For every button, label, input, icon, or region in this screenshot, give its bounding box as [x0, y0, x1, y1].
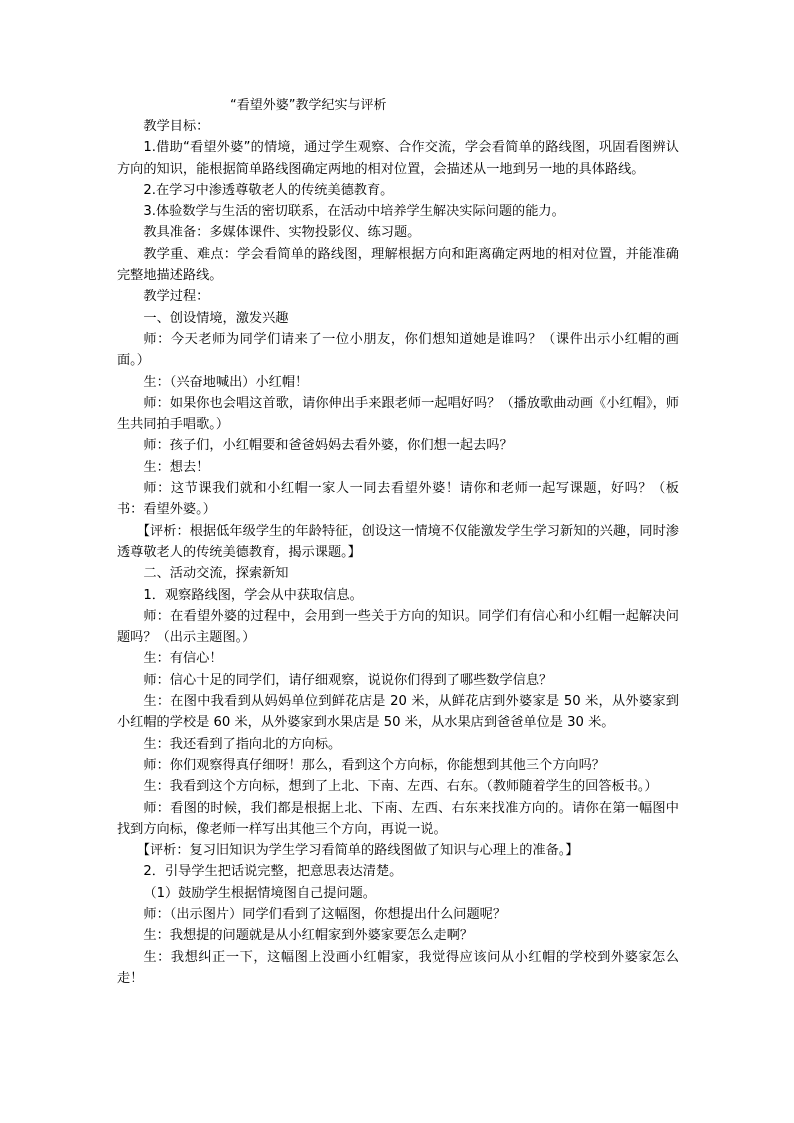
key-points: 教学重、难点：学会看简单的路线图，理解根据方向和距离确定两地的相对位置，并能准确完整地描述路线。	[117, 246, 679, 284]
document-body	[117, 116, 679, 989]
dialogue-line: 生：有信心！	[143, 651, 223, 667]
dialogue-line: 师：今天老师为同学们请来了一位小朋友，你们想知道她是谁吗？（课件出示小红帽的画面。）	[117, 331, 679, 369]
document-page	[117, 96, 679, 989]
section-heading-process: 教学过程：	[143, 289, 210, 305]
dialogue-line: 生：（兴奋地喊出）小红帽！	[143, 374, 309, 390]
section-heading-objectives: 教学目标：	[143, 119, 210, 134]
part-heading-2: 二、活动交流，探索新知	[143, 566, 289, 582]
dialogue-line: 师：在看望外婆的过程中，会用到一些关于方向的知识。同学们有信心和小红帽一起解决问题吗？（出示主题图。）	[117, 608, 679, 646]
objective-item-2: 2.在学习中渗透尊敬老人的传统美德教育。	[143, 182, 394, 198]
objective-item-3: 3.体验数学与生活的密切联系，在活动中培养学生解决实际问题的能力。	[143, 204, 565, 220]
commentary-1: 【评析：根据低年级学生的年龄特征，创设这一情境不仅能激发学生学习新知的兴趣，同时渗透尊敬老人的传统美德教育，揭示课题。】	[117, 523, 679, 560]
dialogue-line: 生：想去！	[143, 459, 210, 475]
dialogue-line: 生：我看到这个方向标，想到了上北、下南、左西、右东。（教师随着学生的回答板书。）	[143, 779, 658, 795]
dialogue-line: 生：我想提的问题就是从小红帽家到外婆家要怎么走啊？	[143, 928, 474, 944]
dialogue-line: 生：我想纠正一下，这幅图上没画小红帽家，我觉得应该问从小红帽的学校到外婆家怎么走！	[117, 949, 679, 986]
dialogue-line: 师：如果你也会唱这首歌，请你伸出手来跟老师一起唱好吗？（播放歌曲动画《小红帽》，师生共同拍手唱歌。）	[117, 395, 679, 433]
objective-item-1: 1.借助“看望外婆”的情境，通过学生观察、合作交流，学会看简单的路线图，巩固看图辨认方向的知识，能根据简单路线图确定两地的相对位置，会描述从一地到另一地的具体路线。	[117, 140, 679, 177]
sub-step-heading-1: （1）鼓励学生根据情境图自己提问题。	[143, 885, 376, 901]
document-title: “看望外婆”教学纪实与评析	[230, 98, 387, 113]
dialogue-line: 师：这节课我们就和小红帽一家人一同去看望外婆！请你和老师一起写课题，好吗？（板书：看望外婆。）	[117, 481, 679, 518]
dialogue-line: 师：孩子们，小红帽要和爸爸妈妈去看外婆，你们想一起去吗？	[143, 438, 513, 454]
step-heading-1: 1．观察路线图，学会从中获取信息。	[143, 587, 363, 603]
step-heading-2: 2．引导学生把话说完整，把意思表达清楚。	[143, 864, 403, 880]
dialogue-line: 师：信心十足的同学们，请仔细观察，说说你们得到了哪些数学信息？	[143, 672, 553, 688]
dialogue-line: 师：（出示图片）同学们看到了这幅图，你想提出什么问题呢？	[143, 906, 507, 922]
dialogue-line: 生：我还看到了指向北的方向标。	[143, 736, 342, 752]
dialogue-line: 师：看图的时候，我们都是根据上北、下南、左西、右东来找准方向的。请你在第一幅图中找到方向标，像老师一样写出其他三个方向，再说一说。	[117, 800, 679, 837]
dialogue-line: 生：在图中我看到从妈妈单位到鲜花店是 20 米，从鲜花店到外婆家是 50 米，从外婆家到小红帽的学校是 60 米，从外婆家到水果店是 50 米，从水果店到爸爸单位是 30 米。	[117, 694, 679, 731]
part-heading-1: 一、创设情境，激发兴趣	[143, 310, 289, 326]
dialogue-line: 师：你们观察得真仔细呀！那么，看到这个方向标，你能想到其他三个方向吗？	[143, 757, 605, 773]
teaching-aids: 教具准备：多媒体课件、实物投影仪、练习题。	[143, 225, 421, 241]
commentary-2: 【评析：复习旧知识为学生学习看简单的路线图做了知识与心理上的准备。】	[136, 843, 579, 859]
